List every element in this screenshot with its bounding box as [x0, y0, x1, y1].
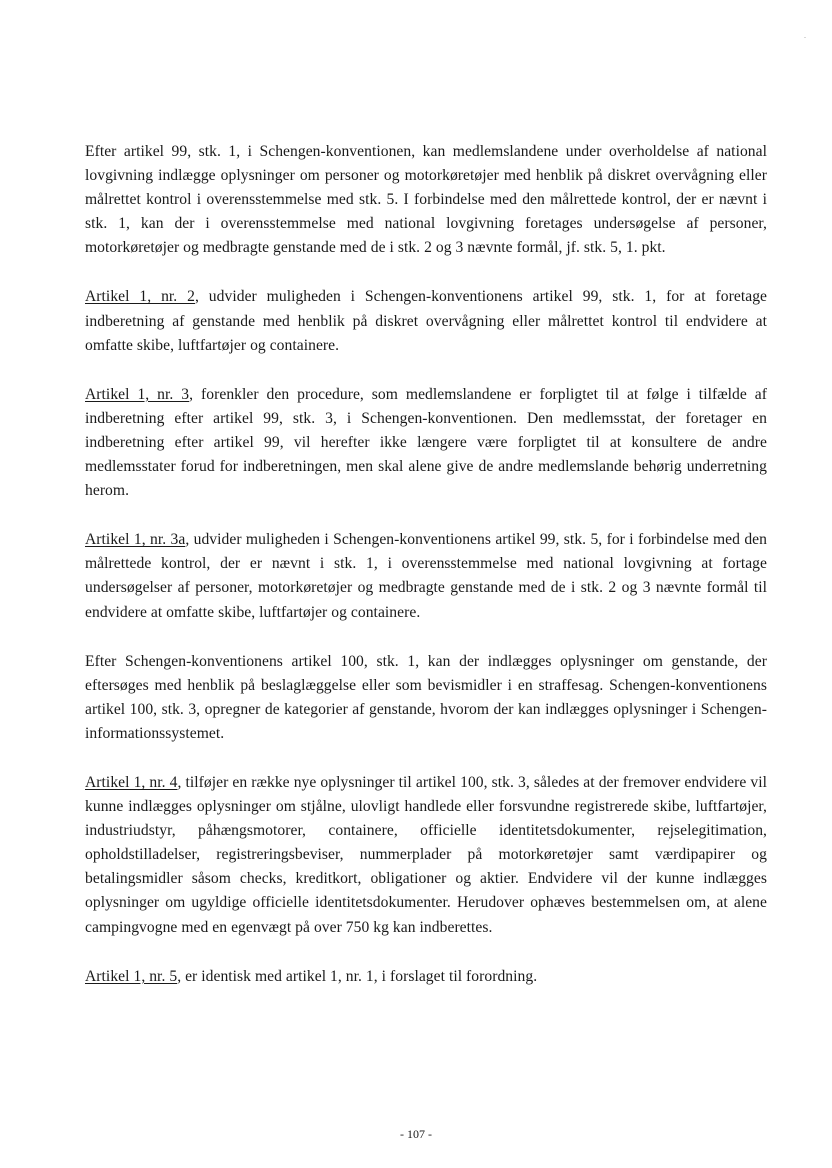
article-reference: Artikel 1, nr. 5 [85, 967, 178, 985]
paragraph-article-99-intro [85, 140, 767, 260]
scan-artifact [804, 37, 806, 38]
document-body [85, 140, 767, 989]
paragraph-text: , forenkler den procedure, som medlemslandene er forpligtet til at følge i tilfælde af indberetning efter artikel 99, stk. 3, i Schengen-konventionen. Den medlemsstat, der foretager en indberetning efter artikel 99, vil herefter ikke længere være forpligtet til at konsultere de andre medlemsstater forud for indberetningen, men skal alene give de andre medlemslande behørig underretning herom. [85, 385, 767, 500]
article-reference: Artikel 1, nr. 3 [85, 385, 190, 403]
paragraph-article-1-nr-5 [85, 965, 767, 989]
paragraph-article-100-intro [85, 650, 767, 746]
paragraph-text: , udvider muligheden i Schengen-konventionens artikel 99, stk. 1, for at foretage indberetning af genstande med henblik på diskret overvågning eller målrettet kontrol til endvidere at omfatte skibe, luftfartøjer og containere. [85, 288, 768, 354]
article-reference: Artikel 1, nr. 2 [85, 288, 195, 306]
paragraph-text: Efter Schengen-konventionens artikel 100, stk. 1, kan der indlægges oplysninger om genstande, der eftersøges med henblik på beslaglæggelse eller som bevismidler i en straffesag. Schengen-konventionens artikel 100, stk. 3, opregner de kategorier af genstande, hvorom der kan indlægges oplysninger i Schengen-informationssystemet. [85, 652, 767, 742]
paragraph-article-1-nr-3 [85, 383, 767, 503]
paragraph-article-1-nr-3a [85, 528, 767, 624]
paragraph-text: Efter artikel 99, stk. 1, i Schengen-konventionen, kan medlemslandene under overholdelse af national lovgivning indlægge oplysninger om personer og motorkøretøjer med henblik på diskret overvågning eller målrettet kontrol i overensstemmelse med stk. 5. I forbindelse med den målrettede kontrol, der er nævnt i stk. 1, kan der i overensstemmelse med national lovgivning foretages undersøgelse af personer, motorkøretøjer og medbragte genstande med de i stk. 2 og 3 nævnte formål, jf. stk. 5, 1. pkt. [85, 143, 767, 257]
article-reference: Artikel 1, nr. 4 [85, 773, 178, 791]
paragraph-article-1-nr-4 [85, 771, 767, 940]
paragraph-text: , tilføjer en række nye oplysninger til artikel 100, stk. 3, således at der fremover endvidere vil kunne indlægges oplysninger om stjålne, ulovligt handlede eller forsvundne registrerede skibe, luftfartøjer, industriudstyr, påhængsmotorer, containere, officielle identitetsdokumenter, rejselegitimation, opholdstilladelser, registreringsbeviser, nummerplader på motorkøretøjer samt værdipapirer og betalingsmidler såsom checks, kreditkort, obligationer og aktier. Endvidere vil der kunne indlægges oplysninger om ugyldige officielle identitetsdokumenter. Herudover ophæves bestemmelsen om, at alene campingvogne med en egenvægt på over 750 kg kan indberettes. [85, 773, 768, 936]
paragraph-text: , udvider muligheden i Schengen-konventionens artikel 99, stk. 5, for i forbindelse med den målrettede kontrol, der er nævnt i stk. 1, i overensstemmelse med national lovgivning at fortage undersøgelser af personer, motorkøretøjer og medbragte genstande med de i stk. 2 og 3 nævnte formål til endvidere at omfatte skibe, luftfartøjer og containere. [85, 531, 768, 621]
paragraph-article-1-nr-2 [85, 285, 767, 357]
paragraph-text: , er identisk med artikel 1, nr. 1, i forslaget til forordning. [177, 967, 538, 985]
page-number: - 107 - [400, 1127, 432, 1141]
article-reference: Artikel 1, nr. 3a [85, 531, 186, 549]
